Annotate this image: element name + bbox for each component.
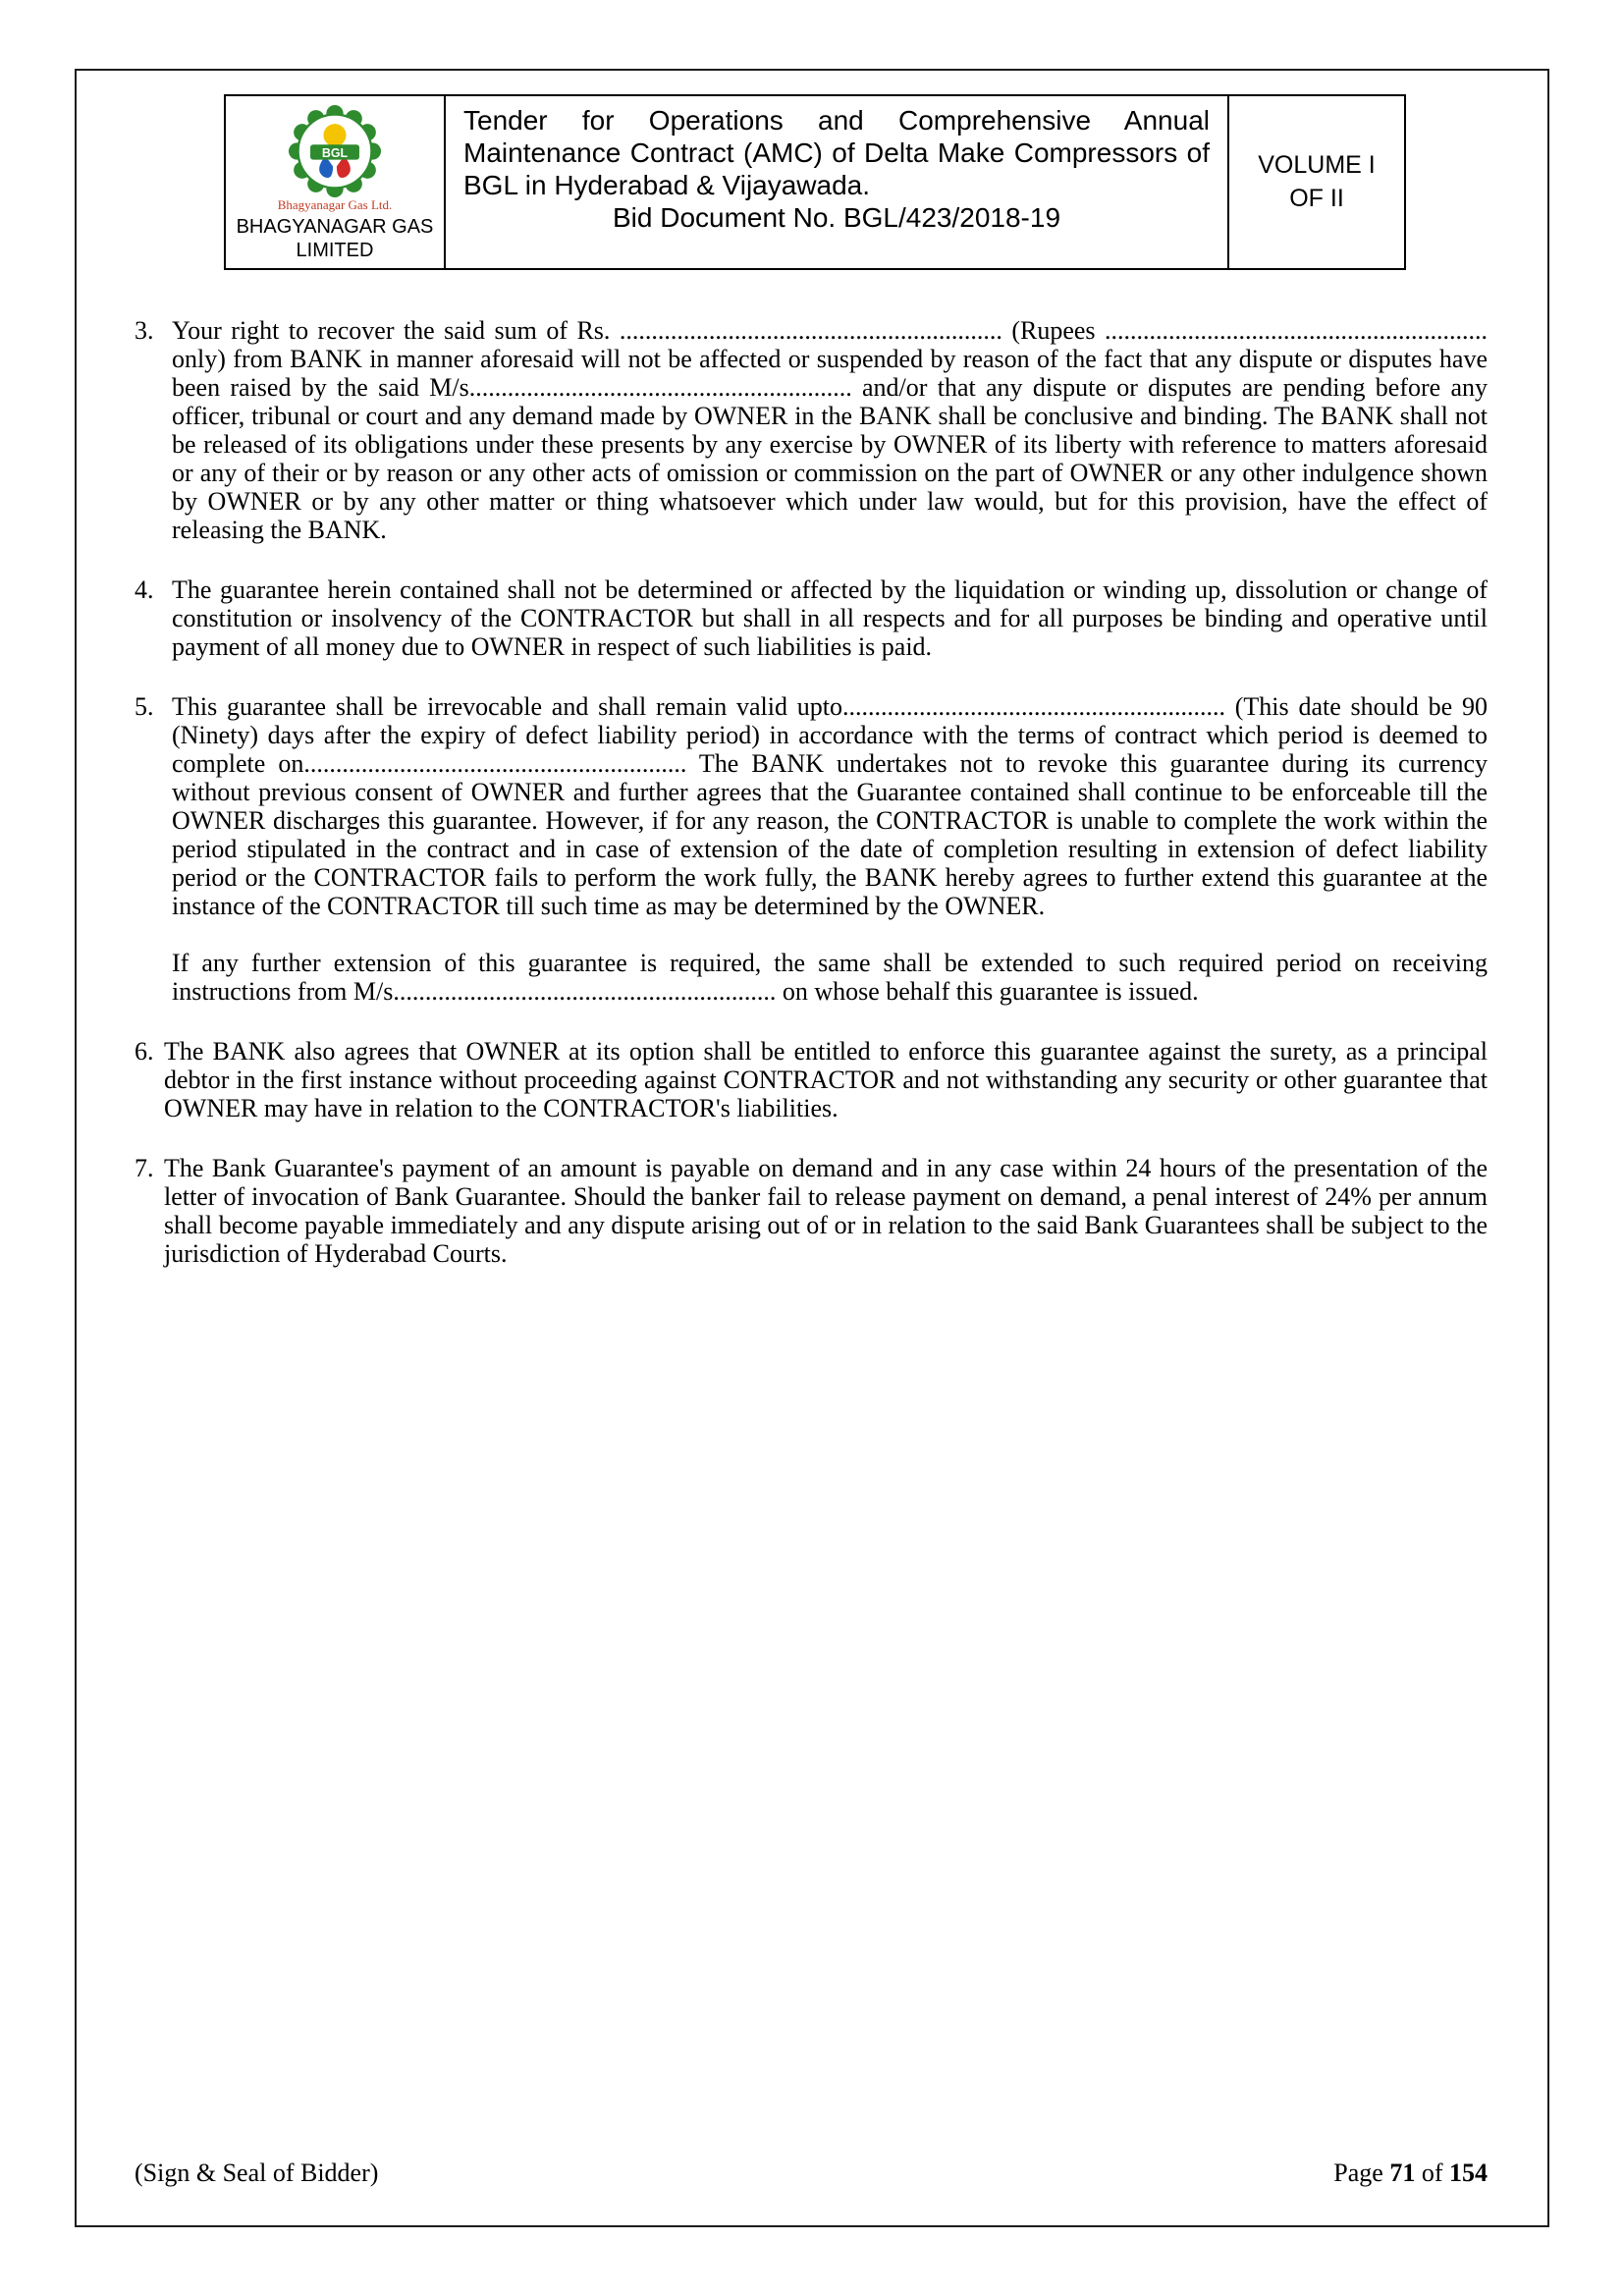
- clause-item-6: [135, 1037, 1488, 1122]
- logo-cell: [226, 96, 444, 268]
- clause-number: 6.: [135, 1037, 154, 1066]
- document-header: [224, 94, 1406, 270]
- org-name-line1: BHAGYANAGAR GAS: [236, 216, 434, 239]
- clause-number: 4.: [135, 575, 154, 604]
- logo-monogram: BGL: [321, 145, 349, 160]
- page-total: 154: [1449, 2159, 1488, 2187]
- bid-document-number: Bid Document No. BGL/423/2018-19: [612, 202, 1061, 234]
- clause-text: The Bank Guarantee's payment of an amount is payable on demand and in any case within 24 hours of the presentation of the letter of invocation of Bank Guarantee. Should the banker fail to release payment on demand, a penal interest of 24% per annum shall become payable immediately and any dispute arising out of or in relation to the said Bank Guarantees shall be subject to the jurisdiction of Hyderabad Courts.: [164, 1154, 1488, 1268]
- volume-cell: [1227, 96, 1404, 268]
- org-name-line2: LIMITED: [296, 239, 374, 261]
- page-number: 71: [1389, 2159, 1416, 2187]
- tender-title: Tender for Operations and Comprehensive Annual Maintenance Contract (AMC) of Delta Make Compressors of BGL in Hyderabad & Vijayawada.: [463, 105, 1210, 201]
- clause-item-7: [135, 1154, 1488, 1268]
- title-cell: [444, 96, 1227, 268]
- clause-text-block: [172, 316, 1488, 544]
- clause-number: 5.: [135, 692, 154, 721]
- clause-item-5: [135, 692, 1488, 1006]
- clause-text-block: [164, 1154, 1488, 1268]
- clause-item-4: [135, 575, 1488, 661]
- page-word: Page: [1333, 2159, 1390, 2187]
- document-footer: [135, 2159, 1488, 2188]
- page-indicator: [1333, 2159, 1488, 2188]
- bgl-logo-icon: [288, 104, 382, 198]
- clause-number: 3.: [135, 316, 154, 345]
- clause-text-block: [172, 692, 1488, 1006]
- clause-text: The guarantee herein contained shall not be determined or affected by the liquidation or winding up, dissolution or change of constitution or insolvency of the CONTRACTOR but shall in all respects and for all purposes be binding and operative until payment of all money due to OWNER in respect of such liabilities is paid.: [172, 575, 1488, 661]
- clause-text-block: [164, 1037, 1488, 1122]
- volume-line2: OF II: [1289, 184, 1344, 212]
- clause-text-continued: If any further extension of this guarantee is required, the same shall be extended to such required period on receiving instructions from M/s............................................................ on whose behalf this guarantee is issued.: [172, 949, 1488, 1006]
- clause-item-3: [135, 316, 1488, 544]
- clause-text: This guarantee shall be irrevocable and shall remain valid upto............................................................ (This date should be 90 (Ninety) days after the expiry of defect liability period) in accordance with the terms of contract which period is deemed to complete on............................................................ The BANK undertakes not to revoke this guarantee during its currency without previous consent of OWNER and further agrees that the Guarantee contained shall continue to be enforceable till the OWNER discharges this guarantee. However, if for any reason, the CONTRACTOR is unable to complete the work within the period stipulated in the contract and in case of extension of the date of completion resulting in extension of defect liability period or the CONTRACTOR fails to perform the work fully, the BANK hereby agrees to further extend this guarantee at the instance of the CONTRACTOR till such time as may be determined by the OWNER.: [172, 692, 1488, 920]
- sign-seal-note: (Sign & Seal of Bidder): [135, 2159, 379, 2187]
- org-name: [237, 216, 434, 262]
- logo-subtext: Bhagyanagar Gas Ltd.: [277, 197, 393, 212]
- clause-text-block: [172, 575, 1488, 661]
- clause-text: The BANK also agrees that OWNER at its option shall be entitled to enforce this guarantee against the surety, as a principal debtor in the first instance without proceeding against CONTRACTOR and not withstanding any security or other guarantee that OWNER may have in relation to the CONTRACTOR's liabilities.: [164, 1037, 1488, 1122]
- logo-sun: [323, 124, 346, 146]
- of-word: of: [1415, 2159, 1449, 2187]
- clause-number: 7.: [135, 1154, 154, 1182]
- document-body: [135, 316, 1488, 1299]
- clause-text: Your right to recover the said sum of Rs. ............................................................ (Rupees ............................................................ only) from BANK in manner aforesaid will not be affected or suspended by reason of the fact that any dispute or disputes have been raised by the said M/s............................................................ and/or that any dispute or disputes are pending before any officer, tribunal or court and any demand made by OWNER in the BANK shall be conclusive and binding. The BANK shall not be released of its obligations under these presents by any exercise by OWNER of its liberty with reference to matters aforesaid or any of their or by reason or any other acts of omission or commission on the part of OWNER or any other indulgence shown by OWNER or by any other matter or thing whatsoever which under law would, but for this provision, have the effect of releasing the BANK.: [172, 316, 1488, 544]
- volume-line1: VOLUME I: [1258, 150, 1376, 179]
